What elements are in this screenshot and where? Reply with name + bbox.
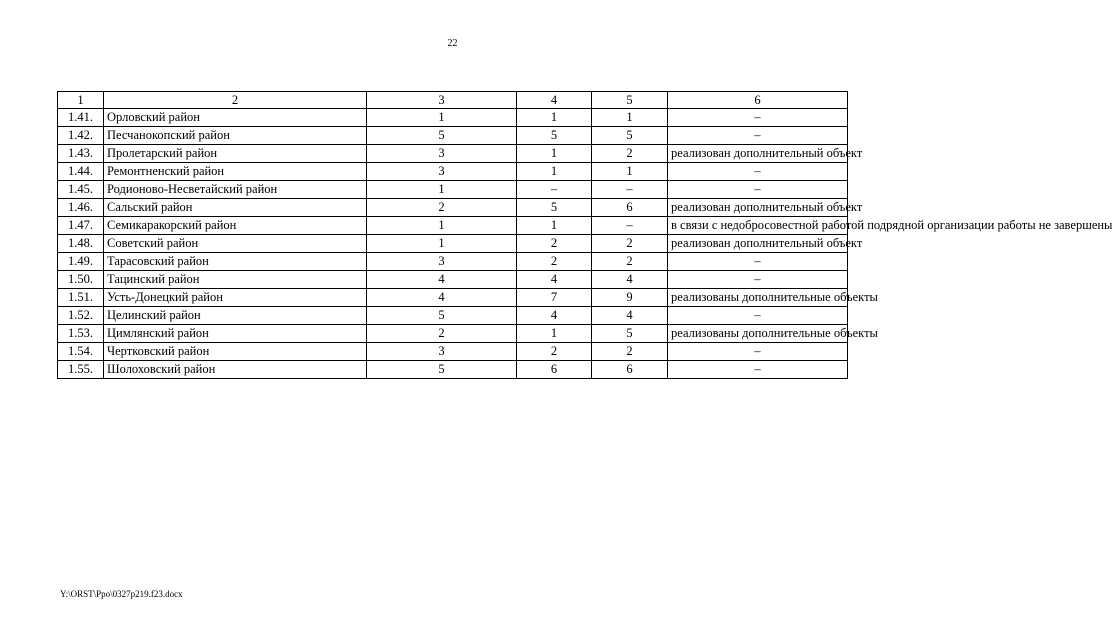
header-cell-2: 2 bbox=[104, 92, 367, 109]
table-row bbox=[58, 343, 848, 361]
note-cell: – bbox=[668, 271, 848, 289]
column-5-value-cell: 2 bbox=[592, 343, 668, 361]
table-row bbox=[58, 271, 848, 289]
column-5-value-cell: 4 bbox=[592, 307, 668, 325]
note-cell: реализованы дополнительные объекты bbox=[668, 289, 848, 307]
column-5-value-cell: 9 bbox=[592, 289, 668, 307]
row-number-cell: 1.46. bbox=[58, 199, 104, 217]
column-5-value-cell: – bbox=[592, 181, 668, 199]
column-3-value-cell: 2 bbox=[367, 325, 517, 343]
note-cell: – bbox=[668, 163, 848, 181]
table-row bbox=[58, 325, 848, 343]
column-3-value-cell: 3 bbox=[367, 163, 517, 181]
row-number-cell: 1.50. bbox=[58, 271, 104, 289]
column-5-value-cell: – bbox=[592, 217, 668, 235]
row-number-cell: 1.54. bbox=[58, 343, 104, 361]
note-cell: реализован дополнительный объект bbox=[668, 235, 848, 253]
column-5-value-cell: 6 bbox=[592, 199, 668, 217]
column-4-value-cell: 5 bbox=[517, 127, 592, 145]
header-cell-5: 5 bbox=[592, 92, 668, 109]
table-row bbox=[58, 163, 848, 181]
column-3-value-cell: 5 bbox=[367, 307, 517, 325]
row-number-cell: 1.52. bbox=[58, 307, 104, 325]
row-number-cell: 1.42. bbox=[58, 127, 104, 145]
column-4-value-cell: 1 bbox=[517, 325, 592, 343]
note-cell: в связи с недобросовестной работой подрядной организации работы не завершены bbox=[668, 217, 848, 235]
column-4-value-cell: 2 bbox=[517, 235, 592, 253]
table-row bbox=[58, 253, 848, 271]
row-number-cell: 1.53. bbox=[58, 325, 104, 343]
column-4-value-cell: 7 bbox=[517, 289, 592, 307]
note-cell: – bbox=[668, 109, 848, 127]
district-name-cell: Ремонтненский район bbox=[104, 163, 367, 181]
row-number-cell: 1.43. bbox=[58, 145, 104, 163]
column-3-value-cell: 1 bbox=[367, 109, 517, 127]
table-row bbox=[58, 199, 848, 217]
table-row bbox=[58, 235, 848, 253]
note-cell: реализован дополнительный объект bbox=[668, 145, 848, 163]
column-4-value-cell: 1 bbox=[517, 163, 592, 181]
page-number: 22 bbox=[447, 38, 458, 49]
column-3-value-cell: 4 bbox=[367, 271, 517, 289]
note-cell: – bbox=[668, 253, 848, 271]
district-name-cell: Шолоховский район bbox=[104, 361, 367, 379]
district-name-cell: Сальский район bbox=[104, 199, 367, 217]
header-cell-6: 6 bbox=[668, 92, 848, 109]
column-4-value-cell: 5 bbox=[517, 199, 592, 217]
note-cell: – bbox=[668, 127, 848, 145]
table-row bbox=[58, 181, 848, 199]
column-3-value-cell: 1 bbox=[367, 217, 517, 235]
header-row bbox=[58, 92, 848, 109]
header-cell-3: 3 bbox=[367, 92, 517, 109]
column-5-value-cell: 2 bbox=[592, 235, 668, 253]
column-4-value-cell: 2 bbox=[517, 253, 592, 271]
column-4-value-cell: 1 bbox=[517, 145, 592, 163]
table-row bbox=[58, 361, 848, 379]
column-3-value-cell: 2 bbox=[367, 199, 517, 217]
column-4-value-cell: 4 bbox=[517, 271, 592, 289]
column-4-value-cell: 4 bbox=[517, 307, 592, 325]
column-5-value-cell: 2 bbox=[592, 145, 668, 163]
table-row bbox=[58, 307, 848, 325]
district-name-cell: Усть-Донецкий район bbox=[104, 289, 367, 307]
table-row bbox=[58, 289, 848, 307]
row-number-cell: 1.51. bbox=[58, 289, 104, 307]
row-number-cell: 1.41. bbox=[58, 109, 104, 127]
column-3-value-cell: 5 bbox=[367, 127, 517, 145]
table-row bbox=[58, 217, 848, 235]
column-3-value-cell: 4 bbox=[367, 289, 517, 307]
table-row bbox=[58, 127, 848, 145]
row-number-cell: 1.44. bbox=[58, 163, 104, 181]
column-4-value-cell: 1 bbox=[517, 217, 592, 235]
column-3-value-cell: 3 bbox=[367, 253, 517, 271]
footer-file-path: Y:\ORST\Ppo\0327p219.f23.docx bbox=[60, 589, 183, 599]
column-5-value-cell: 1 bbox=[592, 163, 668, 181]
table-row bbox=[58, 109, 848, 127]
district-name-cell: Цимлянский район bbox=[104, 325, 367, 343]
note-cell: реализован дополнительный объект bbox=[668, 199, 848, 217]
column-5-value-cell: 2 bbox=[592, 253, 668, 271]
row-number-cell: 1.47. bbox=[58, 217, 104, 235]
table-body bbox=[58, 92, 1112, 379]
column-5-value-cell: 5 bbox=[592, 127, 668, 145]
district-name-cell: Семикаракорский район bbox=[104, 217, 367, 235]
column-3-value-cell: 5 bbox=[367, 361, 517, 379]
district-name-cell: Пролетарский район bbox=[104, 145, 367, 163]
row-number-cell: 1.49. bbox=[58, 253, 104, 271]
district-name-cell: Советский район bbox=[104, 235, 367, 253]
column-4-value-cell: 6 bbox=[517, 361, 592, 379]
column-5-value-cell: 5 bbox=[592, 325, 668, 343]
column-4-value-cell: – bbox=[517, 181, 592, 199]
column-5-value-cell: 4 bbox=[592, 271, 668, 289]
column-3-value-cell: 3 bbox=[367, 343, 517, 361]
column-3-value-cell: 3 bbox=[367, 145, 517, 163]
district-name-cell: Родионово-Несветайский район bbox=[104, 181, 367, 199]
column-3-value-cell: 1 bbox=[367, 181, 517, 199]
district-name-cell: Песчанокопский район bbox=[104, 127, 367, 145]
district-name-cell: Чертковский район bbox=[104, 343, 367, 361]
column-4-value-cell: 2 bbox=[517, 343, 592, 361]
header-cell-4: 4 bbox=[517, 92, 592, 109]
column-5-value-cell: 1 bbox=[592, 109, 668, 127]
district-name-cell: Орловский район bbox=[104, 109, 367, 127]
district-name-cell: Целинский район bbox=[104, 307, 367, 325]
district-name-cell: Тарасовский район bbox=[104, 253, 367, 271]
note-cell: – bbox=[668, 343, 848, 361]
districts-table bbox=[57, 91, 1112, 379]
row-number-cell: 1.55. bbox=[58, 361, 104, 379]
column-4-value-cell: 1 bbox=[517, 109, 592, 127]
table-row bbox=[58, 145, 848, 163]
note-cell: – bbox=[668, 181, 848, 199]
header-cell-1: 1 bbox=[58, 92, 104, 109]
column-5-value-cell: 6 bbox=[592, 361, 668, 379]
note-cell: реализованы дополнительные объекты bbox=[668, 325, 848, 343]
row-number-cell: 1.48. bbox=[58, 235, 104, 253]
district-name-cell: Тацинский район bbox=[104, 271, 367, 289]
column-3-value-cell: 1 bbox=[367, 235, 517, 253]
note-cell: – bbox=[668, 361, 848, 379]
row-number-cell: 1.45. bbox=[58, 181, 104, 199]
note-cell: – bbox=[668, 307, 848, 325]
